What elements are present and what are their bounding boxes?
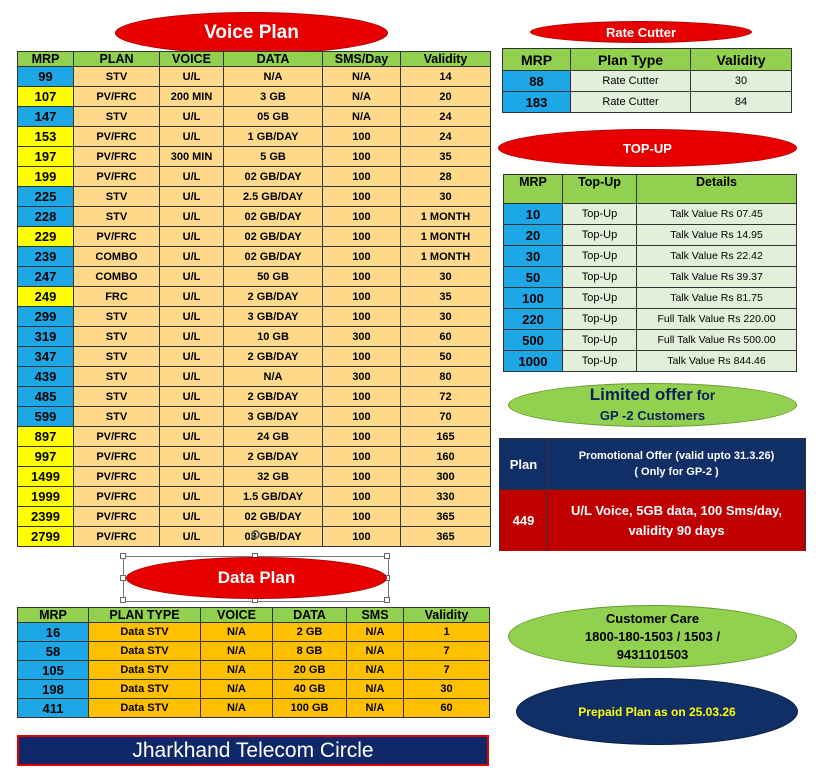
table-row (18, 447, 491, 467)
col-header-mrp: MRP (503, 49, 571, 71)
table-cell: U/L (160, 467, 224, 487)
table-cell: N/A (224, 67, 323, 87)
limited-offer-line2: GP -2 Customers (599, 407, 706, 423)
table-cell: 02 GB/DAY (224, 507, 323, 527)
col-header-plan: PLAN (74, 52, 160, 67)
table-cell: 2 GB/DAY (224, 387, 323, 407)
table-cell: U/L (160, 247, 224, 267)
table-cell: U/L (160, 407, 224, 427)
table-cell: 100 GB (273, 699, 347, 718)
table-cell: 05 GB (224, 107, 323, 127)
table-row (18, 187, 491, 207)
table-cell: 198 (18, 680, 89, 699)
rate-cutter-title: Rate Cutter (530, 21, 752, 43)
limited-offer-for: for (692, 386, 716, 403)
table-cell: 30 (401, 307, 491, 327)
table-cell: 249 (18, 287, 74, 307)
table-cell: STV (74, 67, 160, 87)
table-cell: N/A (224, 367, 323, 387)
table-cell: N/A (347, 661, 404, 680)
table-row (504, 246, 797, 267)
table-cell: 997 (18, 447, 74, 467)
table-cell: 30 (404, 680, 490, 699)
table-row (504, 330, 797, 351)
table-cell: Top-Up (563, 351, 637, 372)
customer-care-badge (508, 605, 797, 668)
limited-offer-strong: Limited offer (589, 384, 693, 404)
table-cell: PV/FRC (74, 487, 160, 507)
table-cell: Data STV (89, 680, 201, 699)
table-row (18, 287, 491, 307)
table-cell: 100 (323, 347, 401, 367)
table-row (18, 167, 491, 187)
table-cell: 100 (323, 427, 401, 447)
table-row (18, 661, 490, 680)
table-row (18, 267, 491, 287)
table-cell: Talk Value Rs 81.75 (637, 288, 797, 309)
table-cell: PV/FRC (74, 427, 160, 447)
col-header-mrp: MRP (504, 175, 563, 204)
table-cell: Top-Up (563, 330, 637, 351)
table-cell: 2399 (18, 507, 74, 527)
table-cell: 105 (18, 661, 89, 680)
col-header-plan-type: PLAN TYPE (89, 608, 201, 623)
table-cell: PV/FRC (74, 527, 160, 547)
table-cell: Top-Up (563, 288, 637, 309)
table-cell: PV/FRC (74, 227, 160, 247)
table-cell: U/L (160, 367, 224, 387)
table-cell: N/A (201, 661, 273, 680)
table-cell: 2 GB/DAY (224, 347, 323, 367)
table-cell: 3 GB/DAY (224, 307, 323, 327)
table-cell: 300 (323, 367, 401, 387)
table-cell: U/L (160, 67, 224, 87)
table-cell: 14 (401, 67, 491, 87)
promo-header-text: Promotional Offer (valid upto 31.3.26) (578, 450, 775, 462)
table-cell: 8 GB (273, 642, 347, 661)
table-cell: U/L (160, 427, 224, 447)
promo-header (547, 439, 805, 489)
table-cell: 02 GB/DAY (224, 247, 323, 267)
table-cell: 100 (323, 467, 401, 487)
table-cell: 60 (404, 699, 490, 718)
col-header-mrp: MRP (18, 52, 74, 67)
table-cell: 72 (401, 387, 491, 407)
table-cell: 3 GB/DAY (224, 407, 323, 427)
table-cell: Data STV (89, 661, 201, 680)
table-cell: U/L (160, 207, 224, 227)
top-up-table (503, 174, 797, 372)
table-cell: 100 (323, 307, 401, 327)
table-cell: Talk Value Rs 22.42 (637, 246, 797, 267)
table-cell: 2799 (18, 527, 74, 547)
table-cell: N/A (323, 67, 401, 87)
table-cell: PV/FRC (74, 507, 160, 527)
table-cell: 100 (323, 507, 401, 527)
col-header-sms: SMS (347, 608, 404, 623)
table-cell: 100 (323, 387, 401, 407)
table-row (18, 147, 491, 167)
table-row (18, 623, 490, 642)
table-cell: COMBO (74, 267, 160, 287)
table-cell: 80 (401, 367, 491, 387)
table-cell: 10 (504, 204, 563, 225)
table-cell: 32 GB (224, 467, 323, 487)
table-row (18, 387, 491, 407)
table-cell: 1499 (18, 467, 74, 487)
table-cell: 03 GB/DAY (224, 527, 323, 547)
rate-cutter-table (502, 48, 792, 113)
table-cell: 897 (18, 427, 74, 447)
promo-header-sub: ( Only for GP-2 ) (634, 466, 719, 478)
table-cell: 319 (18, 327, 74, 347)
table-cell: N/A (323, 87, 401, 107)
table-cell: N/A (201, 623, 273, 642)
table-row (503, 92, 792, 113)
table-cell: 20 (401, 87, 491, 107)
table-cell: 20 (504, 225, 563, 246)
table-cell: 100 (323, 187, 401, 207)
table-row (504, 204, 797, 225)
table-cell: STV (74, 307, 160, 327)
table-cell: 50 GB (224, 267, 323, 287)
table-cell: U/L (160, 387, 224, 407)
table-cell: STV (74, 107, 160, 127)
table-cell: 30 (504, 246, 563, 267)
table-cell: 197 (18, 147, 74, 167)
table-cell: Top-Up (563, 204, 637, 225)
col-header-data: DATA (273, 608, 347, 623)
table-cell: 2 GB/DAY (224, 287, 323, 307)
table-cell: 58 (18, 642, 89, 661)
table-cell: Top-Up (563, 267, 637, 288)
table-row (18, 642, 490, 661)
table-cell: 500 (504, 330, 563, 351)
table-cell: 100 (323, 167, 401, 187)
table-cell: PV/FRC (74, 87, 160, 107)
col-header-plan-type: Plan Type (571, 49, 691, 71)
col-header-validity: Validity (691, 49, 792, 71)
table-cell: 24 (401, 107, 491, 127)
table-cell: 100 (323, 127, 401, 147)
table-cell: PV/FRC (74, 147, 160, 167)
table-cell: U/L (160, 527, 224, 547)
table-cell: 439 (18, 367, 74, 387)
table-row (18, 107, 491, 127)
table-cell: 02 GB/DAY (224, 207, 323, 227)
table-row (504, 351, 797, 372)
customer-care-title: Customer Care (605, 610, 700, 626)
table-row (18, 507, 491, 527)
table-cell: Full Talk Value Rs 500.00 (637, 330, 797, 351)
table-cell: 300 MIN (160, 147, 224, 167)
table-cell: 183 (503, 92, 571, 113)
table-cell: 2 GB/DAY (224, 447, 323, 467)
table-cell: 147 (18, 107, 74, 127)
promo-details: U/L Voice, 5GB data, 100 Sms/day, validity 90 days (547, 489, 805, 551)
customer-care-numbers-2: 9431101503 (616, 646, 689, 662)
table-cell: Data STV (89, 699, 201, 718)
table-row (504, 288, 797, 309)
table-cell: PV/FRC (74, 467, 160, 487)
table-cell: STV (74, 387, 160, 407)
table-row (504, 267, 797, 288)
table-cell: 70 (401, 407, 491, 427)
table-cell: PV/FRC (74, 167, 160, 187)
table-cell: 199 (18, 167, 74, 187)
table-cell: 300 (323, 327, 401, 347)
table-cell: 299 (18, 307, 74, 327)
table-cell: 1 (404, 623, 490, 642)
table-row (18, 307, 491, 327)
col-header-validity: Validity (404, 608, 490, 623)
col-header-validity: Validity (401, 52, 491, 67)
table-cell: N/A (347, 680, 404, 699)
table-cell: 30 (401, 187, 491, 207)
table-cell: STV (74, 407, 160, 427)
table-cell: U/L (160, 167, 224, 187)
table-cell: Top-Up (563, 225, 637, 246)
table-cell: Talk Value Rs 844.46 (637, 351, 797, 372)
table-cell: 10 GB (224, 327, 323, 347)
table-cell: 225 (18, 187, 74, 207)
table-cell: 1000 (504, 351, 563, 372)
table-cell: 28 (401, 167, 491, 187)
col-header-voice: VOICE (160, 52, 224, 67)
table-cell: STV (74, 367, 160, 387)
table-cell: Top-Up (563, 246, 637, 267)
table-cell: 2 GB (273, 623, 347, 642)
table-cell: 347 (18, 347, 74, 367)
table-cell: Talk Value Rs 39.37 (637, 267, 797, 288)
table-cell: 99 (18, 67, 74, 87)
col-header-sms: SMS/Day (323, 52, 401, 67)
table-row (18, 427, 491, 447)
table-row (18, 699, 490, 718)
table-cell: 02 GB/DAY (224, 227, 323, 247)
table-cell: 100 (504, 288, 563, 309)
table-cell: 24 (401, 127, 491, 147)
table-cell: Talk Value Rs 14.95 (637, 225, 797, 246)
table-row (18, 367, 491, 387)
col-header-data: DATA (224, 52, 323, 67)
table-row (18, 207, 491, 227)
table-row (503, 71, 792, 92)
table-cell: 165 (401, 427, 491, 447)
top-up-header-row (504, 175, 797, 204)
table-cell: 365 (401, 527, 491, 547)
table-cell: 35 (401, 147, 491, 167)
table-cell: PV/FRC (74, 447, 160, 467)
voice-plan-header-row (18, 52, 491, 67)
table-cell: 365 (401, 507, 491, 527)
table-cell: 100 (323, 147, 401, 167)
table-cell: 100 (323, 287, 401, 307)
table-cell: 16 (18, 623, 89, 642)
table-cell: 30 (691, 71, 792, 92)
table-row (18, 247, 491, 267)
table-cell: 40 GB (273, 680, 347, 699)
promo-offer-table (499, 438, 806, 551)
table-cell: U/L (160, 327, 224, 347)
table-cell: 60 (401, 327, 491, 347)
table-cell: 7 (404, 642, 490, 661)
table-cell: 1.5 GB/DAY (224, 487, 323, 507)
table-cell: 1 MONTH (401, 227, 491, 247)
resize-handle[interactable] (384, 597, 390, 603)
limited-offer-badge (508, 383, 797, 427)
table-cell: 20 GB (273, 661, 347, 680)
table-row (504, 225, 797, 246)
promo-plan-label: Plan (500, 439, 547, 489)
resize-handle[interactable] (120, 597, 126, 603)
table-cell: U/L (160, 187, 224, 207)
table-row (18, 407, 491, 427)
table-cell: 1 MONTH (401, 207, 491, 227)
footer-banner: Jharkhand Telecom Circle (17, 735, 489, 766)
table-row (18, 467, 491, 487)
table-cell: U/L (160, 307, 224, 327)
data-plan-table (17, 607, 490, 718)
table-cell: U/L (160, 127, 224, 147)
table-cell: N/A (347, 699, 404, 718)
resize-handle[interactable] (120, 553, 126, 559)
table-cell: U/L (160, 227, 224, 247)
table-cell: 100 (323, 207, 401, 227)
table-cell: 88 (503, 71, 571, 92)
rate-cutter-header-row (503, 49, 792, 71)
table-cell: 300 (401, 467, 491, 487)
table-cell: 411 (18, 699, 89, 718)
table-cell: Data STV (89, 623, 201, 642)
table-cell: 229 (18, 227, 74, 247)
table-cell: 220 (504, 309, 563, 330)
resize-handle[interactable] (384, 553, 390, 559)
table-cell: FRC (74, 287, 160, 307)
table-cell: U/L (160, 107, 224, 127)
limited-offer-line1 (590, 385, 716, 406)
table-cell: 160 (401, 447, 491, 467)
table-cell: 330 (401, 487, 491, 507)
table-row (18, 327, 491, 347)
table-cell: U/L (160, 287, 224, 307)
table-cell: 100 (323, 487, 401, 507)
table-cell: Talk Value Rs 07.45 (637, 204, 797, 225)
table-cell: Top-Up (563, 309, 637, 330)
table-cell: STV (74, 327, 160, 347)
table-cell: 599 (18, 407, 74, 427)
table-cell: 1 MONTH (401, 247, 491, 267)
table-row (18, 127, 491, 147)
table-cell: STV (74, 187, 160, 207)
table-cell: 84 (691, 92, 792, 113)
table-cell: N/A (323, 107, 401, 127)
table-cell: U/L (160, 347, 224, 367)
table-row (18, 67, 491, 87)
table-cell: 2.5 GB/DAY (224, 187, 323, 207)
table-cell: N/A (201, 642, 273, 661)
table-cell: N/A (201, 699, 273, 718)
table-cell: 5 GB (224, 147, 323, 167)
table-cell: N/A (347, 623, 404, 642)
col-header-voice: VOICE (201, 608, 273, 623)
col-header-details: Details (637, 175, 797, 204)
data-plan-header-row (18, 608, 490, 623)
customer-care-numbers-1: 1800-180-1503 / 1503 / (584, 628, 721, 644)
table-cell: 100 (323, 247, 401, 267)
table-cell: 1999 (18, 487, 74, 507)
table-cell: 7 (404, 661, 490, 680)
table-cell: 100 (323, 407, 401, 427)
table-cell: Data STV (89, 642, 201, 661)
table-cell: 100 (323, 527, 401, 547)
table-cell: 35 (401, 287, 491, 307)
table-cell: Rate Cutter (571, 71, 691, 92)
table-cell: 239 (18, 247, 74, 267)
table-cell: Rate Cutter (571, 92, 691, 113)
table-row (504, 309, 797, 330)
table-cell: COMBO (74, 247, 160, 267)
data-plan-title: Data Plan (126, 557, 387, 599)
table-cell: U/L (160, 447, 224, 467)
table-cell: STV (74, 207, 160, 227)
prepaid-plan-date-badge: Prepaid Plan as on 25.03.26 (516, 678, 798, 745)
table-cell: STV (74, 347, 160, 367)
table-cell: U/L (160, 507, 224, 527)
voice-plan-table (17, 51, 491, 547)
col-header-mrp: MRP (18, 608, 89, 623)
table-row (18, 347, 491, 367)
table-row (18, 680, 490, 699)
table-cell: 153 (18, 127, 74, 147)
table-cell: 485 (18, 387, 74, 407)
table-cell: 100 (323, 227, 401, 247)
col-header-top-up: Top-Up (563, 175, 637, 204)
table-cell: 30 (401, 267, 491, 287)
top-up-title: TOP-UP (498, 129, 797, 167)
table-cell: U/L (160, 267, 224, 287)
table-cell: PV/FRC (74, 127, 160, 147)
promo-plan-value: 449 (500, 489, 547, 551)
table-row (18, 227, 491, 247)
table-cell: 50 (401, 347, 491, 367)
table-cell: N/A (201, 680, 273, 699)
table-row (18, 87, 491, 107)
table-cell: 107 (18, 87, 74, 107)
table-cell: 100 (323, 267, 401, 287)
table-cell: 24 GB (224, 427, 323, 447)
table-cell: Full Talk Value Rs 220.00 (637, 309, 797, 330)
table-cell: U/L (160, 487, 224, 507)
table-cell: 228 (18, 207, 74, 227)
rotate-handle-icon[interactable] (251, 530, 260, 539)
voice-plan-title: Voice Plan (115, 12, 388, 54)
table-cell: 50 (504, 267, 563, 288)
table-cell: 247 (18, 267, 74, 287)
table-cell: 200 MIN (160, 87, 224, 107)
table-row (18, 487, 491, 507)
table-cell: 3 GB (224, 87, 323, 107)
table-cell: N/A (347, 642, 404, 661)
table-cell: 02 GB/DAY (224, 167, 323, 187)
table-cell: 100 (323, 447, 401, 467)
table-cell: 1 GB/DAY (224, 127, 323, 147)
